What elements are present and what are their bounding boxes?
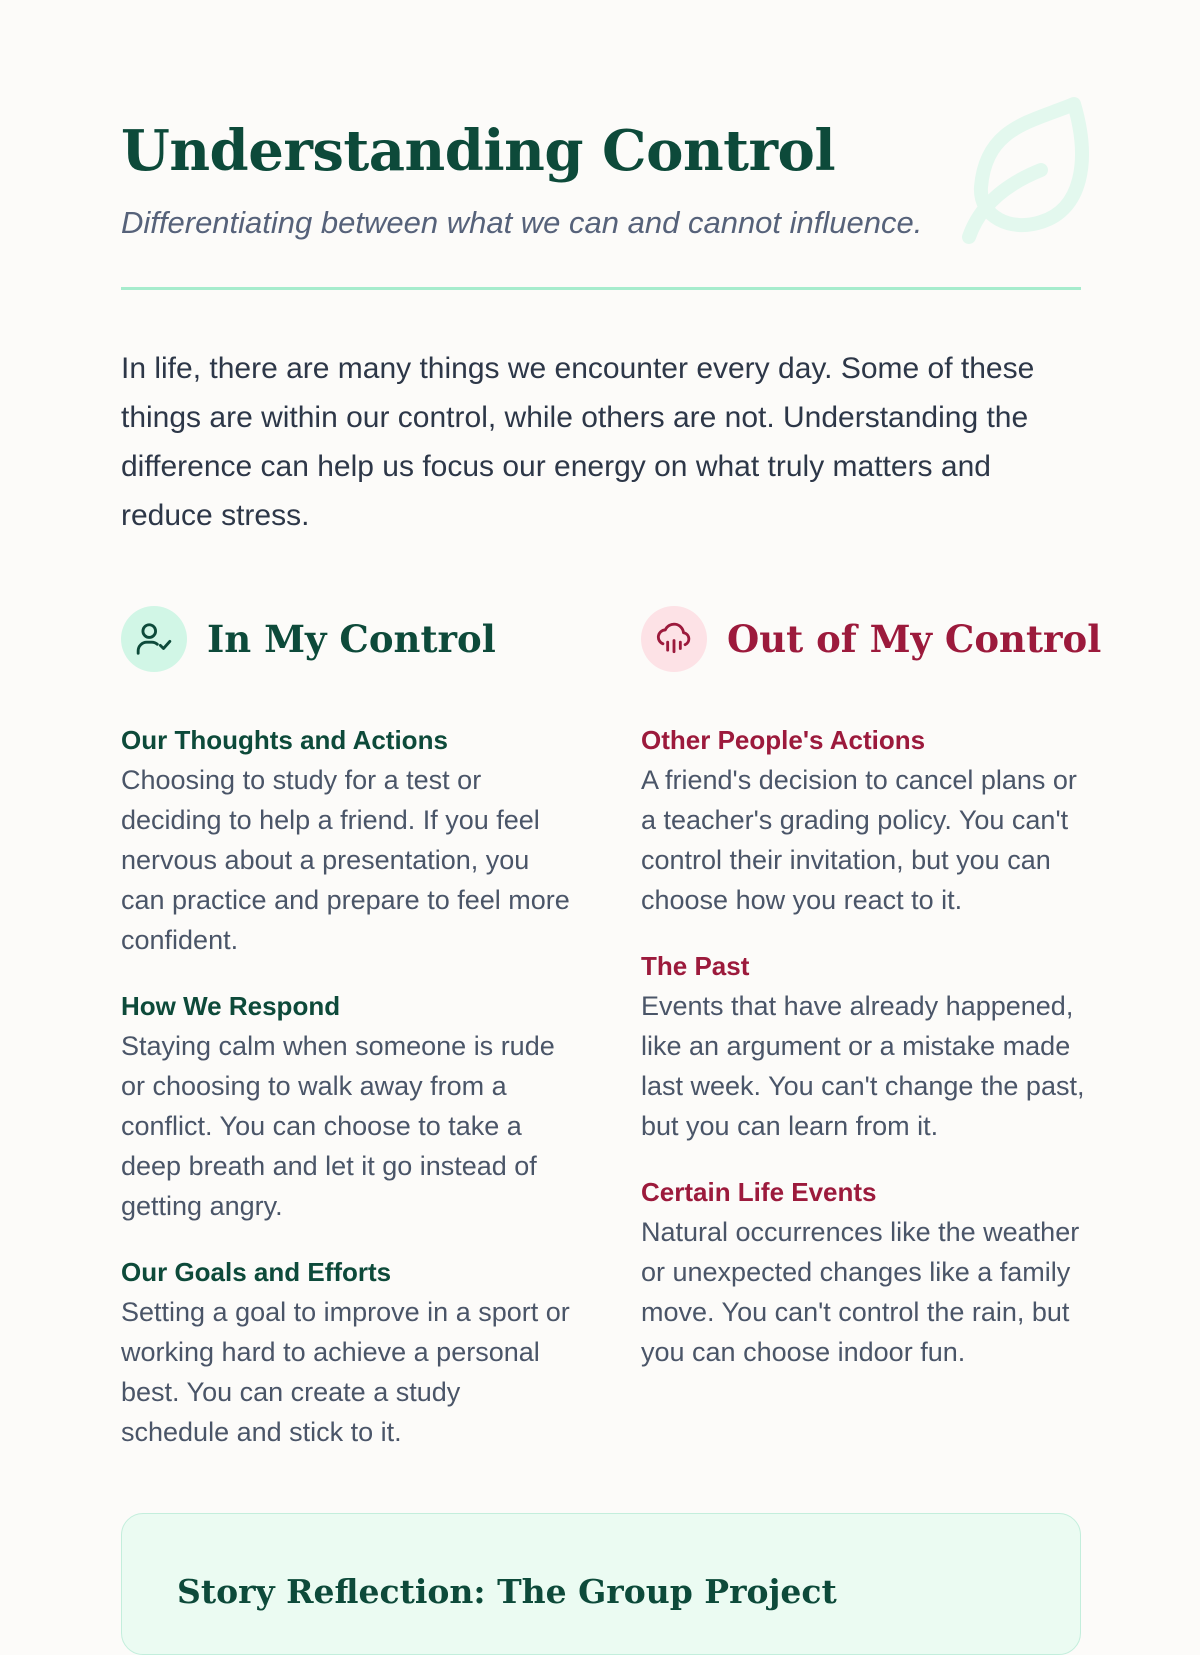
page-title: Understanding Control <box>121 118 836 184</box>
in-control-icon-badge <box>121 606 187 672</box>
intro-paragraph: In life, there are many things we encounter every day. Some of these things are within our control, while others are not. Understanding the difference can help us focus our energy on what truly matters and reduce stress. <box>121 352 1035 532</box>
item-text: Events that have already happened, like an argument or a mistake made last week. You can't change the past, but you can learn from it. <box>641 991 1085 1141</box>
user-check-icon <box>135 620 173 658</box>
item-text: Staying calm when someone is rude or choosing to walk away from a conflict. You can choose to take a deep breath and let it go instead of getting angry. <box>121 1031 555 1221</box>
list-item <box>121 986 571 1226</box>
in-control-column <box>121 606 571 1452</box>
in-control-header <box>121 606 571 672</box>
item-text: Setting a goal to improve in a sport or working hard to achieve a personal best. You can create a study schedule and stick to it. <box>121 1297 570 1447</box>
item-text: A friend's decision to cancel plans or a teacher's grading policy. You can't control their invitation, but you can choose how you react to it. <box>641 765 1077 915</box>
item-title: The Past <box>641 951 750 981</box>
item-text: Natural occurrences like the weather or unexpected changes like a family move. You can't control the rain, but you can choose indoor fun. <box>641 1217 1080 1367</box>
cloud-rain-icon <box>655 620 693 658</box>
in-control-list <box>121 720 571 1452</box>
list-item <box>641 720 1091 920</box>
out-control-list <box>641 720 1091 1372</box>
header-divider <box>121 287 1081 290</box>
out-control-header <box>641 606 1102 672</box>
item-title: Other People's Actions <box>641 725 926 755</box>
out-control-column <box>641 606 1102 1372</box>
story-title: Story Reflection: The Group Project <box>177 1572 837 1611</box>
list-item <box>121 1252 571 1452</box>
item-title: Our Thoughts and Actions <box>121 725 448 755</box>
out-control-icon-badge <box>641 606 707 672</box>
out-control-title: Out of My Control <box>727 617 1102 661</box>
item-title: How We Respond <box>121 991 341 1021</box>
item-title: Our Goals and Efforts <box>121 1257 392 1287</box>
page-subtitle: Differentiating between what we can and cannot influence. <box>121 205 923 240</box>
list-item <box>641 1172 1091 1372</box>
list-item <box>641 946 1091 1146</box>
item-title: Certain Life Events <box>641 1177 877 1207</box>
list-item <box>121 720 571 960</box>
in-control-title: In My Control <box>207 617 496 661</box>
story-reflection-card <box>121 1513 1081 1655</box>
item-text: Choosing to study for a test or deciding to help a friend. If you feel nervous about a presentation, you can practice and prepare to feel more confident. <box>121 765 570 955</box>
leaf-icon <box>941 92 1101 252</box>
